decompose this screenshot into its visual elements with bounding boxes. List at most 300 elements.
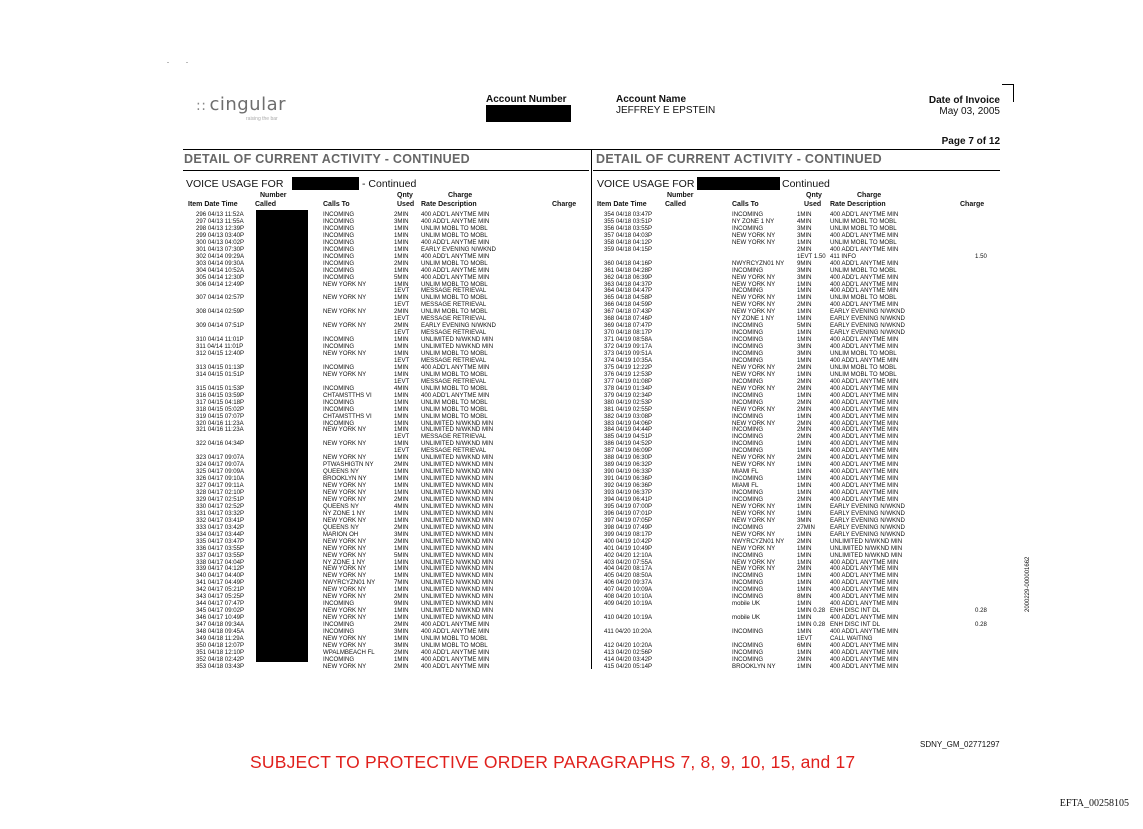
call-rows-right [0,212,1143,672]
rate-description: UNLIMITED N/WKND MIN [421,482,494,490]
calls-to: NEW YORK NY [732,370,776,378]
qnty-used: 2MIN [394,523,409,531]
item-date-time: 405 04/20 08:50A [604,572,653,580]
calls-to: NEW YORK NY [323,614,367,622]
rate-description: 400 ADD'L ANYTME MIN [421,655,490,663]
calls-to: mobile UK [732,600,761,608]
rate-description: 400 ADD'L ANYTME MIN [421,211,490,218]
calls-to: NEW YORK NY [323,572,367,580]
calls-to: QUEENS NY [323,502,359,510]
item-date-time: 356 04/18 03:55P [604,224,653,232]
qnty-used: 1MIN [394,509,409,517]
rate-description: UNLIMITED N/WKND MIN [421,579,494,587]
qnty-used: 1MIN [797,391,812,399]
qnty-used: 27MIN [797,523,815,531]
qnty-used: 1MIN [797,628,812,635]
rate-description: 400 ADD'L ANYTME MIN [830,641,899,649]
calls-to: NEW YORK NY [732,231,776,239]
item-date-time: 349 04/18 11:29A [196,634,244,642]
item-date-time: 362 04/18 06:39P [604,273,653,281]
item-date-time: 330 04/17 02:52P [196,502,245,510]
calls-to: NEW YORK NY [732,454,776,462]
calls-to: INCOMING [323,238,355,246]
calls-to: INCOMING [323,628,355,635]
qnty-used: 1MIN [797,211,812,218]
calls-to: INCOMING [732,495,764,503]
calls-to: NEW YORK NY [732,419,776,427]
voice-usage-label-right: VOICE USAGE FOR [597,178,695,190]
rate-description: UNLIMITED N/WKND MIN [421,343,494,351]
qnty-used: 1MIN [394,350,409,357]
item-date-time: 323 04/17 09:07A [196,454,245,462]
rate-description: 400 ADD'L ANYTME MIN [830,426,899,434]
calls-to: NEW YORK NY [323,350,367,357]
calls-to: INCOMING [323,252,355,260]
rate-description: UNLIM MOBL TO MOBL [830,370,897,378]
rate-description: 400 ADD'L ANYTME MIN [830,343,899,351]
rate-description: 400 ADD'L ANYTME MIN [830,440,899,448]
qnty-used: 1MIN [394,391,409,399]
rate-description: ENH DISC INT DL [830,621,880,629]
item-date-time: 334 04/17 03:44P [196,530,245,538]
calls-to: NEW YORK NY [732,565,776,573]
qnty-used: 1MIN 0.28 [797,607,826,615]
qnty-used: 1MIN [394,224,409,232]
rate-description: UNLIM MOBL TO MOBL [421,280,488,288]
item-date-time: 324 04/17 09:07A [196,461,245,469]
qnty-used: 2MIN [797,363,812,371]
item-date-time: 396 04/19 07:01P [604,509,653,517]
invoice-date: May 03, 2005 [939,106,1000,117]
qnty-used: 1MIN [797,336,812,344]
qnty-used: 1MIN [797,530,812,538]
rate-description: 400 ADD'L ANYTME MIN [830,461,899,469]
col-header-calls-to: Calls To [323,201,350,208]
rate-description: 400 ADD'L ANYTME MIN [830,579,899,587]
voice-usage-suffix-right: Continued [782,178,830,190]
rate-description: EARLY EVENING N/WKND [830,329,905,337]
item-date-time: 404 04/20 08:17A [604,565,653,573]
qnty-used: 3MIN [797,273,812,281]
qnty-used: 1MIN [394,245,409,253]
item-date-time: 319 04/15 07:07P [196,412,245,420]
item-date-time: 380 04/19 02:53P [604,398,653,406]
qnty-used: 1MIN [797,572,812,580]
rate-description: UNLIMITED N/WKND MIN [830,537,903,545]
rate-description: UNLIMITED N/WKND MIN [830,551,903,559]
calls-to: NEW YORK NY [323,662,367,670]
qnty-used: 1MIN [394,398,409,406]
qnty-used: 1EVT [394,329,410,337]
item-date-time: 395 04/19 07:00P [604,502,653,510]
qnty-used: 1MIN [797,489,812,496]
rate-description: UNLIMITED N/WKND MIN [421,509,494,517]
calls-to: INCOMING [732,343,764,351]
rate-description: UNLIM MOBL TO MOBL [421,398,488,406]
item-date-time: 357 04/18 04:03P [604,231,653,239]
calls-to: INCOMING [732,593,764,601]
rate-description: UNLIMITED N/WKND MIN [421,558,494,566]
calls-to: NEW YORK NY [732,461,776,469]
qnty-used: 3MIN [394,530,409,538]
item-date-time: 383 04/19 04:06P [604,419,653,427]
item-date-time: 394 04/19 06:41P [604,495,653,503]
rate-description: UNLIMITED N/WKND MIN [421,607,494,615]
qnty-used: 1MIN [797,586,812,594]
rate-description: 400 ADD'L ANYTME MIN [830,447,899,455]
calls-to: NEW YORK NY [732,509,776,517]
qnty-used: 2MIN [797,537,812,545]
rate-description: 400 ADD'L ANYTME MIN [830,475,899,483]
calls-to: INCOMING [323,336,355,344]
qnty-used: 5MIN [797,322,812,330]
calls-to: BROOKLYN NY [323,475,367,483]
rate-description: UNLIM MOBL TO MOBL [830,350,897,357]
col-header-rate-desc: Rate Description [830,201,886,208]
qnty-used: 2MIN [797,377,812,385]
qnty-used: 1MIN [394,475,409,483]
rate-description: 400 ADD'L ANYTME MIN [830,245,899,253]
calls-to: NEW YORK NY [323,280,367,288]
rate-description: UNLIM MOBL TO MOBL [421,259,488,267]
calls-to: NEW YORK NY [732,558,776,566]
qnty-used: 2MIN [797,454,812,462]
qnty-used: 1MIN [797,551,812,559]
qnty-used: 1MIN [797,600,812,608]
item-date-time: 309 04/14 07:51P [196,322,245,330]
calls-to: INCOMING [323,600,355,608]
rate-description: EARLY EVENING N/WKND [421,245,496,253]
item-date-time: 408 04/20 10:10A [604,593,653,601]
rate-description: EARLY EVENING N/WKND [830,530,905,538]
item-date-time: 355 04/18 03:51P [604,217,653,225]
qnty-used: 1MIN [394,586,409,594]
qnty-used: 1MIN [797,294,812,302]
qnty-used: 1MIN [797,440,812,448]
rate-description: 400 ADD'L ANYTME MIN [421,662,490,670]
rate-description: 400 ADD'L ANYTME MIN [830,468,899,476]
rate-description: 400 ADD'L ANYTME MIN [830,495,899,503]
qnty-used: 1MIN [394,454,409,462]
calls-to: INCOMING [732,551,764,559]
qnty-used: 1MIN [394,419,409,427]
qnty-used: 1MIN [394,558,409,566]
qnty-used: 1MIN [394,238,409,246]
qnty-used: 1MIN [797,579,812,587]
rate-description: 400 ADD'L ANYTME MIN [830,391,899,399]
qnty-used: 1MIN [797,315,812,323]
qnty-used: 2MIN [394,308,409,316]
col-header-item: Item Date Time [188,201,238,208]
item-date-time: 341 04/17 04:49P [196,579,245,587]
item-date-time: 411 04/20 10:20A [604,628,652,635]
item-date-time: 336 04/17 03:55P [196,544,245,552]
calls-to: NEW YORK NY [323,593,367,601]
panel-rule-right [593,170,1000,171]
account-number-label: Account Number [486,94,567,105]
rate-description: 400 ADD'L ANYTME MIN [830,558,899,566]
item-date-time: 373 04/19 09:51A [604,350,653,357]
qnty-used: 1MIN [797,329,812,337]
item-date-time: 351 04/18 12:10P [196,648,245,656]
col-header-called: Called [255,201,277,208]
rate-description: 400 ADD'L ANYTME MIN [830,398,899,406]
qnty-used: 1MIN [394,280,409,288]
qnty-used: 2MIN [394,593,409,601]
qnty-used: 1MIN [797,287,812,295]
item-date-time: 300 04/13 04:02P [196,238,245,246]
item-date-time: 339 04/17 04:12P [196,565,245,573]
qnty-used: 3MIN [394,628,409,635]
voice-usage-suffix-left: - Continued [362,178,417,190]
qnty-used: 2MIN [394,495,409,503]
calls-to: INCOMING [323,266,355,274]
item-date-time: 399 04/19 08:17P [604,530,653,538]
calls-to: INCOMING [732,440,764,448]
item-date-time: 410 04/20 10:19A [604,614,653,622]
item-date-time: 337 04/17 03:55P [196,551,245,559]
qnty-used: 1MIN [797,412,812,420]
calls-to: NY ZONE 1 NY [323,558,366,566]
col-header-number: Number [260,192,287,199]
calls-to: PTWASHIGTN NY [323,461,374,469]
qnty-used: 1EVT [394,447,410,455]
item-date-time: 322 04/16 04:34P [196,440,245,448]
qnty-used: 1MIN [394,489,409,496]
item-date-time: 308 04/14 02:59P [196,308,245,316]
qnty-used: 2MIN [797,419,812,427]
rate-description: 400 ADD'L ANYTME MIN [830,377,899,385]
calls-to: INCOMING [323,398,355,406]
qnty-used: 1MIN [394,412,409,420]
rate-description: 400 ADD'L ANYTME MIN [830,489,899,496]
qnty-used: 2MIN [797,426,812,434]
account-name: JEFFREY E EPSTEIN [616,105,716,116]
calls-to: NY ZONE 1 NY [323,509,366,517]
item-date-time: 342 04/17 05:21P [196,586,245,594]
rate-description: ENH DISC INT DL [830,607,880,615]
rate-description: UNLIMITED N/WKND MIN [421,586,494,594]
qnty-used: 1MIN [394,607,409,615]
rate-description: 400 ADD'L ANYTME MIN [830,565,899,573]
rate-description: 400 ADD'L ANYTME MIN [830,662,899,670]
calls-to: NEW YORK NY [323,454,367,462]
calls-to: INCOMING [323,363,355,371]
rate-description: UNLIM MOBL TO MOBL [421,384,488,392]
calls-to: INCOMING [732,447,764,455]
efta-number: EFTA_00258105 [1059,798,1129,809]
col-header-charge-top: Charge [448,192,473,199]
rate-description: 400 ADD'L ANYTME MIN [830,412,899,420]
item-date-time: 329 04/17 02:51P [196,495,245,503]
rate-description: UNLIMITED N/WKND MIN [421,419,494,427]
item-date-time: 401 04/19 10:49P [604,544,653,552]
corner-mark [1002,84,1013,85]
calls-to: INCOMING [323,405,355,413]
item-date-time: 361 04/18 04:28P [604,266,653,274]
item-date-time: 335 04/17 03:47P [196,537,245,545]
rate-description: UNLIMITED N/WKND MIN [421,600,494,608]
corner-mark [1013,84,1014,102]
rate-description: EARLY EVENING N/WKND [830,308,905,316]
rate-description: 400 ADD'L ANYTME MIN [421,273,490,281]
rate-description: MESSAGE RETRIEVAL [421,287,487,295]
rate-description: UNLIM MOBL TO MOBL [421,641,488,649]
qnty-used: 3MIN [797,224,812,232]
item-date-time: 343 04/17 05:25P [196,593,245,601]
qnty-used: 8MIN [797,593,812,601]
qnty-used: 1MIN [394,440,409,448]
calls-to: NEW YORK NY [323,641,367,649]
calls-to: INCOMING [323,419,355,427]
rate-description: 400 ADD'L ANYTME MIN [421,621,490,629]
qnty-used: 1MIN [394,336,409,344]
rate-description: MESSAGE RETRIEVAL [421,329,487,337]
item-date-time: 369 04/18 07:47P [604,322,653,330]
item-date-time: 327 04/17 09:11A [196,482,244,490]
col-header-qnty: Qnty [806,192,822,199]
rate-description: UNLIMITED N/WKND MIN [421,440,494,448]
qnty-used: 1MIN [797,509,812,517]
rate-description: 400 ADD'L ANYTME MIN [421,391,490,399]
calls-to: NEW YORK NY [323,565,367,573]
item-date-time: 328 04/17 02:10P [196,489,245,496]
item-date-time: 366 04/18 04:59P [604,301,653,309]
qnty-used: 2MIN [394,461,409,469]
rate-description: EARLY EVENING N/WKND [830,523,905,531]
col-header-charge: Charge [552,201,577,208]
item-date-time: 368 04/18 07:46P [604,315,653,323]
col-header-number: Number [667,192,694,199]
calls-to: INCOMING [732,391,764,399]
item-date-time: 407 04/20 10:09A [604,586,653,594]
item-date-time: 388 04/19 06:30P [604,454,653,462]
item-date-time: 360 04/18 04:16P [604,259,653,267]
calls-to: NEW YORK NY [323,607,367,615]
logo-text: cingular [209,94,287,115]
qnty-used: 4MIN [797,217,812,225]
qnty-used: 4MIN [394,502,409,510]
calls-to: INCOMING [732,523,764,531]
item-date-time: 379 04/19 02:34P [604,391,653,399]
protective-order-notice: SUBJECT TO PROTECTIVE ORDER PARAGRAPHS 7, 8, 9, 10, 15, and 17 [250,752,856,772]
qnty-used: 1MIN [394,516,409,524]
qnty-used: 1MIN [797,238,812,246]
qnty-used: 1MIN [394,266,409,274]
calls-to: NEW YORK NY [323,489,367,496]
qnty-used: 1MIN [797,308,812,316]
item-date-time: 353 04/18 03:43P [196,662,245,670]
item-date-time: 392 04/19 06:36P [604,482,653,490]
item-date-time: 400 04/19 10:42P [604,537,653,545]
qnty-used: 3MIN [797,266,812,274]
qnty-used: 2MIN [797,565,812,573]
item-date-time: 346 04/17 10:49P [196,614,245,622]
item-date-time: 387 04/19 06:09P [604,447,653,455]
qnty-used: 2MIN [797,495,812,503]
calls-to: NWYRCYZN01 NY [732,537,785,545]
item-date-time: 372 04/19 09:17A [604,343,653,351]
col-header-called: Called [665,201,687,208]
item-date-time: 398 04/19 07:49P [604,523,653,531]
rate-description: 400 ADD'L ANYTME MIN [421,363,490,371]
calls-to: INCOMING [732,641,764,649]
qnty-used: 1MIN [394,634,409,642]
calls-to: NEW YORK NY [323,294,367,302]
rate-description: UNLIM MOBL TO MOBL [421,634,488,642]
calls-to: NY ZONE 1 NY [732,217,775,225]
charge-amount: 0.28 [975,607,987,615]
rate-description: UNLIMITED N/WKND MIN [421,336,494,344]
rate-description: 400 ADD'L ANYTME MIN [830,648,899,656]
qnty-used: 1MIN [797,614,812,622]
logo-tagline: raising the bar [246,116,278,122]
rate-description: 400 ADD'L ANYTME MIN [830,356,899,364]
redaction-box [486,105,571,122]
calls-to: INCOMING [323,231,355,239]
item-date-time: 347 04/18 09:34A [196,621,245,629]
invoice-date-label: Date of Invoice [928,95,1000,106]
rate-description: 400 ADD'L ANYTME MIN [830,336,899,344]
calls-to: NEW YORK NY [732,238,776,246]
item-date-time: 413 04/20 02:56P [604,648,653,656]
calls-to: NWYRCYZN01 NY [323,579,376,587]
item-date-time: 318 04/15 05:02P [196,405,245,413]
rate-description: UNLIMITED N/WKND MIN [421,426,494,434]
item-date-time: 303 04/14 09:30A [196,259,245,267]
item-date-time: 359 04/18 04:15P [604,245,653,253]
item-date-time: 382 04/19 03:08P [604,412,653,420]
item-date-time: 313 04/15 01:13P [196,363,245,371]
rate-description: 411 INFO [830,252,856,260]
qnty-used: 1MIN [797,558,812,566]
calls-to: NEW YORK NY [323,516,367,524]
item-date-time: 333 04/17 03:42P [196,523,245,531]
qnty-used: 2MIN [797,405,812,413]
rate-description: UNLIMITED N/WKND MIN [421,523,494,531]
item-date-time: 352 04/18 02:42P [196,655,245,663]
calls-to: NEW YORK NY [732,384,776,392]
item-date-time: 296 04/13 11:52A [196,211,244,218]
rate-description: 400 ADD'L ANYTME MIN [830,454,899,462]
item-date-time: 312 04/15 12:40P [196,350,245,357]
item-date-time: 332 04/17 03:41P [196,516,245,524]
item-date-time: 310 04/14 11:01P [196,336,244,344]
qnty-used: 1MIN [797,280,812,288]
cingular-logo [196,94,286,115]
rate-description: 400 ADD'L ANYTME MIN [421,238,490,246]
item-date-time: 306 04/14 12:49P [196,280,245,288]
panel-title-left: DETAIL OF CURRENT ACTIVITY - CONTINUED [184,152,470,166]
calls-to: INCOMING [732,398,764,406]
item-date-time: 305 04/14 12:30P [196,273,245,281]
rate-description: UNLIMITED N/WKND MIN [421,516,494,524]
calls-to: NEW YORK NY [323,370,367,378]
col-header-rate-desc: Rate Description [421,201,477,208]
calls-to: INCOMING [732,287,764,295]
scan-artifact [186,62,188,63]
qnty-used: 1EVT [394,315,410,323]
rate-description: 400 ADD'L ANYTME MIN [421,266,490,274]
calls-to: NEW YORK NY [323,551,367,559]
calls-to: NEW YORK NY [732,273,776,281]
rate-description: CALL WAITING [830,634,873,642]
calls-to: INCOMING [732,336,764,344]
item-date-time: 298 04/13 12:39P [196,224,245,232]
calls-to: INCOMING [732,426,764,434]
qnty-used: 1MIN [797,468,812,476]
col-header-item: Item Date Time [597,201,647,208]
